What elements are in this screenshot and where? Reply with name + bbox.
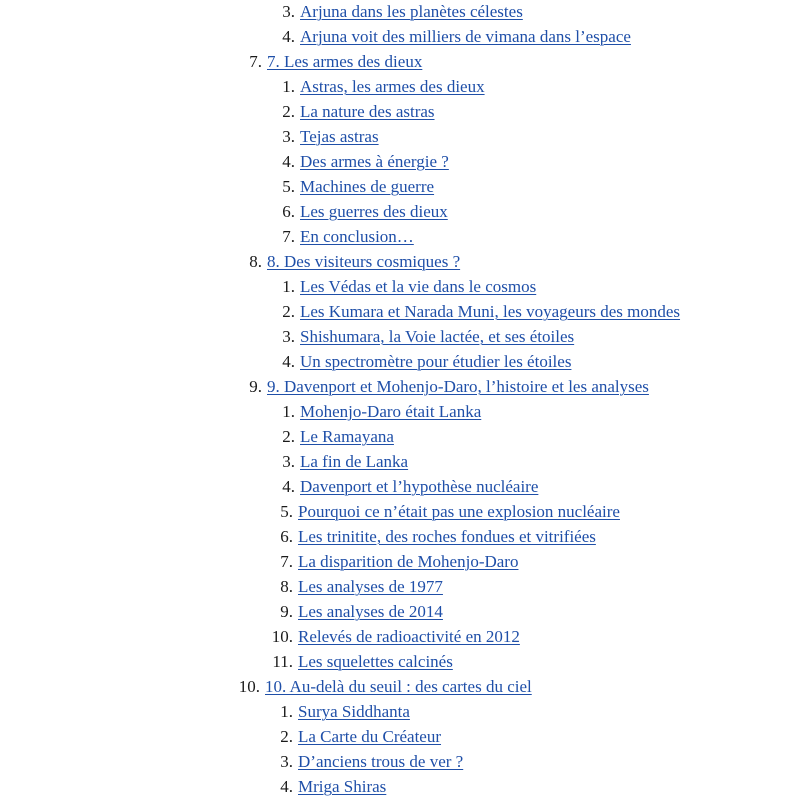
toc-number: 9. [249, 377, 262, 396]
toc-link[interactable]: Les analyses de 1977 [298, 577, 443, 596]
toc-section [0, 399, 794, 424]
toc-link[interactable]: La disparition de Mohenjo-Daro [298, 552, 519, 571]
toc-link[interactable]: Un spectromètre pour étudier les étoiles [300, 352, 572, 371]
toc-section [0, 724, 794, 749]
toc-link[interactable]: Pourquoi ce n’était pas une explosion nucléaire [298, 502, 620, 521]
toc-number: 1. [280, 702, 293, 721]
toc-section [0, 349, 794, 374]
toc-section [0, 424, 794, 449]
toc-link[interactable]: Les analyses de 2014 [298, 602, 443, 621]
toc-number: 3. [280, 752, 293, 771]
toc-section [0, 224, 794, 249]
toc-chapter [0, 49, 794, 74]
toc-section [0, 474, 794, 499]
toc-section [0, 124, 794, 149]
toc-link[interactable]: Les squelettes calcinés [298, 652, 453, 671]
toc-link[interactable]: Les Kumara et Narada Muni, les voyageurs des mondes [300, 302, 681, 321]
toc-number: 8. [249, 252, 262, 271]
toc-section [0, 624, 794, 649]
toc-section [0, 199, 794, 224]
toc-link[interactable]: D’anciens trous de ver ? [298, 752, 464, 771]
toc-link[interactable]: La fin de Lanka [300, 452, 409, 471]
toc-number: 4. [282, 152, 295, 171]
toc-link[interactable]: Astras, les armes des dieux [300, 77, 485, 96]
toc-link[interactable]: Davenport et l’hypothèse nucléaire [300, 477, 539, 496]
toc-number: 9. [280, 602, 293, 621]
toc-section [0, 149, 794, 174]
toc-number: 2. [282, 302, 295, 321]
toc-link[interactable]: Machines de guerre [300, 177, 435, 196]
toc-number: 10. [271, 627, 293, 646]
toc-chapter [0, 374, 794, 399]
toc-section [0, 599, 794, 624]
toc-number: 3. [282, 2, 295, 21]
toc-link[interactable]: Surya Siddhanta [298, 702, 410, 721]
toc-link[interactable]: 9. Davenport et Mohenjo-Daro, l’histoire et les analyses [267, 377, 649, 396]
toc-section [0, 174, 794, 199]
toc-link[interactable]: La Carte du Créateur [298, 727, 442, 746]
toc-link[interactable]: La nature des astras [300, 102, 435, 121]
toc-number: 4. [282, 477, 295, 496]
toc-number: 10. [238, 677, 260, 696]
toc-section [0, 24, 794, 49]
toc-section [0, 774, 794, 799]
toc-number: 11. [272, 652, 293, 671]
toc-link[interactable]: Relevés de radioactivité en 2012 [298, 627, 520, 646]
toc-link[interactable]: Mohenjo-Daro était Lanka [300, 402, 482, 421]
toc-number: 4. [282, 352, 295, 371]
toc-link[interactable]: Les trinitite, des roches fondues et vitrifiées [298, 527, 596, 546]
toc-number: 1. [282, 77, 295, 96]
toc-number: 8. [280, 577, 293, 596]
toc-link[interactable]: Le Ramayana [300, 427, 394, 446]
toc-link[interactable]: Tejas astras [300, 127, 379, 146]
toc-section [0, 574, 794, 599]
toc-section [0, 0, 794, 24]
toc-section [0, 524, 794, 549]
toc-section [0, 274, 794, 299]
toc-link[interactable]: Mriga Shiras [298, 777, 387, 796]
toc-number: 7. [280, 552, 293, 571]
toc-section [0, 74, 794, 99]
toc-number: 2. [280, 727, 293, 746]
toc-section [0, 749, 794, 774]
toc-link[interactable]: Shishumara, la Voie lactée, et ses étoiles [300, 327, 575, 346]
toc-number: 5. [282, 177, 295, 196]
toc-number: 2. [282, 102, 295, 121]
toc-number: 4. [282, 27, 295, 46]
toc-section [0, 99, 794, 124]
toc-number: 1. [282, 277, 295, 296]
toc-number: 7. [282, 227, 295, 246]
toc-section [0, 449, 794, 474]
toc-number: 7. [249, 52, 262, 71]
toc-section [0, 549, 794, 574]
toc-link[interactable]: 10. Au-delà du seuil : des cartes du ciel [265, 677, 532, 696]
toc-chapter [0, 674, 794, 699]
toc-number: 6. [280, 527, 293, 546]
toc-number: 4. [280, 777, 293, 796]
toc-section [0, 324, 794, 349]
toc-number: 3. [282, 452, 295, 471]
toc-link[interactable]: Arjuna voit des milliers de vimana dans l’espace [300, 27, 631, 46]
toc-number: 3. [282, 127, 295, 146]
toc-chapter [0, 249, 794, 274]
toc-link[interactable]: Les Védas et la vie dans le cosmos [300, 277, 537, 296]
toc-section [0, 649, 794, 674]
toc-link[interactable]: Arjuna dans les planètes célestes [300, 2, 523, 21]
toc-number: 6. [282, 202, 295, 221]
toc-number: 5. [280, 502, 293, 521]
toc-number: 1. [282, 402, 295, 421]
toc-number: 3. [282, 327, 295, 346]
toc-link[interactable]: Des armes à énergie ? [300, 152, 449, 171]
toc-link[interactable]: 8. Des visiteurs cosmiques ? [267, 252, 461, 271]
toc-section [0, 299, 794, 324]
toc-link[interactable]: 7. Les armes des dieux [267, 52, 423, 71]
toc-link[interactable]: En conclusion… [300, 227, 414, 246]
toc-section [0, 499, 794, 524]
toc-link[interactable]: Les guerres des dieux [300, 202, 448, 221]
toc-section [0, 699, 794, 724]
toc-number: 2. [282, 427, 295, 446]
